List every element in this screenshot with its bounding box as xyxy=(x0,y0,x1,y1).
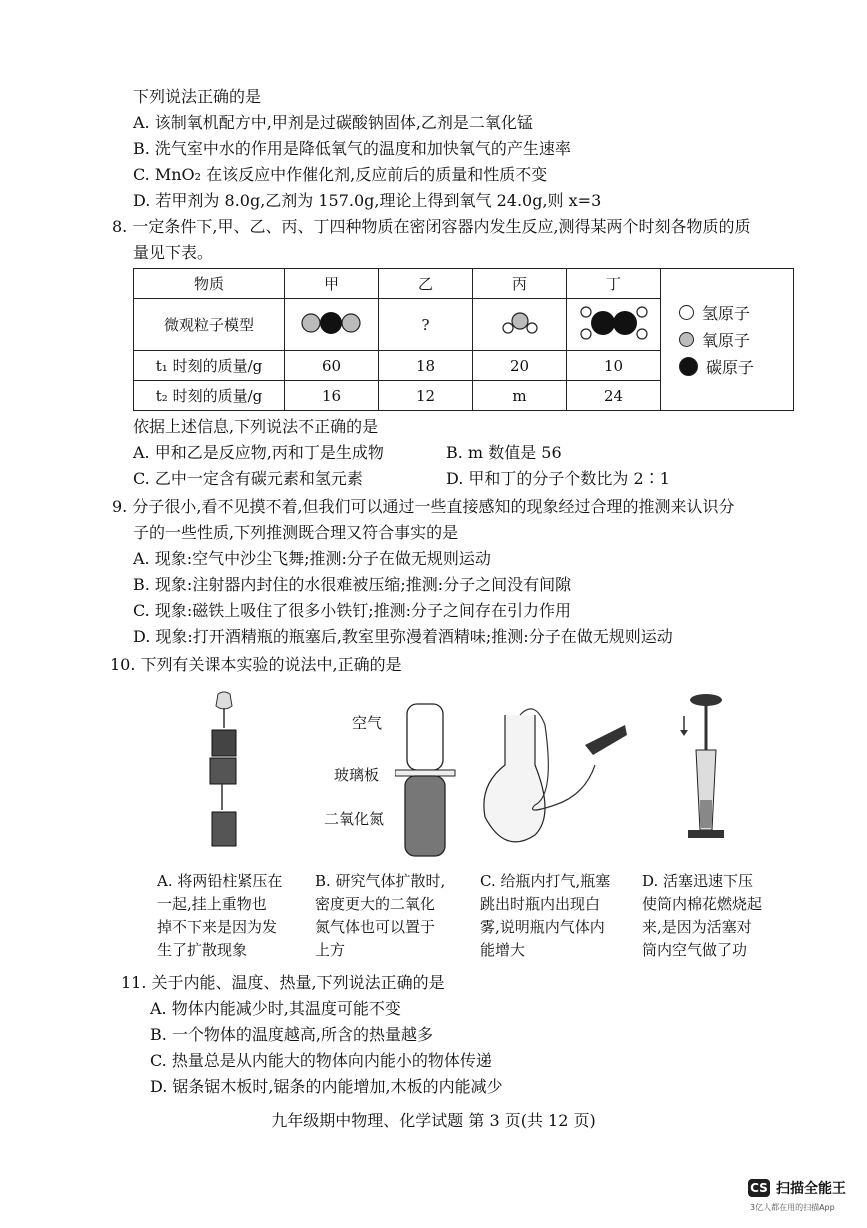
oxygen-atom-icon xyxy=(679,332,694,347)
caption-line: 上方 xyxy=(315,941,346,959)
q11-option-c: C. 热量总是从内能大的物体向内能小的物体传递 xyxy=(150,1051,492,1070)
legend-oxygen: 氧原子 xyxy=(702,331,751,350)
q9-option-d: D. 现象:打开酒精瓶的瓶塞后,教室里弥漫着酒精味;推测:分子在做无规则运动 xyxy=(133,627,673,646)
molecule-jia-icon xyxy=(297,310,367,336)
model-jia xyxy=(285,299,379,351)
caption-line: 能增大 xyxy=(480,941,526,959)
q8-option-a: A. 甲和乙是反应物,丙和丁是生成物 xyxy=(133,443,384,462)
table-header: 甲 xyxy=(285,269,379,299)
model-bing xyxy=(473,299,567,351)
q10-stem: 10. 下列有关课本实验的说法中,正确的是 xyxy=(110,655,402,674)
caption-line: D. 活塞迅速下压 xyxy=(642,872,754,890)
q7-option-a: A. 该制氧机配方中,甲剂是过碳酸钠固体,乙剂是二氧化锰 xyxy=(133,113,533,132)
q7-prompt: 下列说法正确的是 xyxy=(133,87,262,106)
caption-line: 氮气体也可以置于 xyxy=(315,918,436,936)
caption-line: B. 研究气体扩散时, xyxy=(315,872,446,890)
label-air: 空气 xyxy=(352,714,383,732)
carbon-atom-icon xyxy=(679,357,698,376)
atom-legend xyxy=(661,269,794,411)
q8-stem-line2: 量见下表。 xyxy=(133,243,214,262)
q10-option-a xyxy=(157,870,282,962)
watermark-subtitle: 3亿人都在用的扫描App xyxy=(750,1203,835,1212)
q8-option-d: D. 甲和丁的分子个数比为 2∶1 xyxy=(446,469,670,488)
flask-pump-figure xyxy=(475,705,635,860)
molecule-bing-icon xyxy=(498,308,542,338)
legend-carbon: 碳原子 xyxy=(706,358,755,377)
caption-line: C. 给瓶内打气,瓶塞 xyxy=(480,872,611,890)
caption-line: A. 将两铅柱紧压在 xyxy=(157,872,283,890)
model-ding xyxy=(567,299,661,351)
q11-stem: 11. 关于内能、温度、热量,下列说法正确的是 xyxy=(121,973,445,992)
table-header: 乙 xyxy=(379,269,473,299)
table-cell: 16 xyxy=(285,381,379,411)
q8-prompt: 依据上述信息,下列说法不正确的是 xyxy=(133,417,379,436)
table-cell: 24 xyxy=(567,381,661,411)
caption-line: 使筒内棉花燃烧起 xyxy=(642,895,763,913)
q8-option-b: B. m 数值是 56 xyxy=(446,443,562,462)
q10-option-c xyxy=(480,870,610,962)
q10-option-d xyxy=(642,870,762,962)
molecule-ding-icon xyxy=(576,303,652,343)
q7-option-c: C. MnO₂ 在该反应中作催化剂,反应前后的质量和性质不变 xyxy=(133,165,548,184)
table-cell: m xyxy=(473,381,567,411)
legend-hydrogen: 氢原子 xyxy=(702,304,751,323)
camscanner-logo-icon: CS xyxy=(748,1179,770,1197)
caption-line: 跳出时瓶内出现白 xyxy=(480,895,601,913)
table-header: 丁 xyxy=(567,269,661,299)
q11-option-a: A. 物体内能减少时,其温度可能不变 xyxy=(150,999,401,1018)
q9-stem-line1: 9. 分子很小,看不见摸不着,但我们可以通过一些直接感知的现象经过合理的推测来认识分 xyxy=(112,497,735,516)
table-cell: 18 xyxy=(379,351,473,381)
scanner-watermark xyxy=(748,1178,846,1198)
q9-stem-line2: 子的一些性质,下列推测既合理又符合事实的是 xyxy=(133,523,459,542)
q7-option-d: D. 若甲剂为 8.0g,乙剂为 157.0g,理论上得到氧气 24.0g,则 x=3 xyxy=(133,191,602,210)
q9-option-c: C. 现象:磁铁上吸住了很多小铁钉;推测:分子之间存在引力作用 xyxy=(133,601,572,620)
caption-line: 生了扩散现象 xyxy=(157,941,248,959)
table-cell: 20 xyxy=(473,351,567,381)
label-nitrogen-dioxide: 二氧化氮 xyxy=(324,810,385,828)
table-header: 丙 xyxy=(473,269,567,299)
t1-row-label: t₁ 时刻的质量/g xyxy=(134,351,285,381)
q7-option-b: B. 洗气室中水的作用是降低氧气的温度和加快氧气的产生速率 xyxy=(133,139,571,158)
table-cell: 60 xyxy=(285,351,379,381)
page-footer: 九年级期中物理、化学试题 第 3 页(共 12 页) xyxy=(271,1111,596,1130)
table-cell: 10 xyxy=(567,351,661,381)
caption-line: 筒内空气做了功 xyxy=(642,941,748,959)
q11-option-d: D. 锯条锯木板时,锯条的内能增加,木板的内能减少 xyxy=(150,1077,503,1096)
fire-syringe-figure xyxy=(668,690,738,860)
q9-option-a: A. 现象:空气中沙尘飞舞;推测:分子在做无规则运动 xyxy=(133,549,491,568)
caption-line: 一起,挂上重物也 xyxy=(157,895,267,913)
q11-option-b: B. 一个物体的温度越高,所含的热量越多 xyxy=(150,1025,434,1044)
watermark-name: 扫描全能王 xyxy=(776,1181,846,1197)
q8-stem-line1: 8. 一定条件下,甲、乙、丙、丁四种物质在密闭容器内发生反应,测得某两个时刻各物质的质 xyxy=(112,217,751,236)
model-row-label: 微观粒子模型 xyxy=(134,299,285,351)
lead-cylinders-figure xyxy=(196,690,256,865)
model-yi-unknown: ? xyxy=(421,315,430,334)
table-cell: 12 xyxy=(379,381,473,411)
caption-line: 来,是因为活塞对 xyxy=(642,918,752,936)
t2-row-label: t₂ 时刻的质量/g xyxy=(134,381,285,411)
gas-diffusion-figure xyxy=(395,700,465,860)
caption-line: 掉不下来是因为发 xyxy=(157,918,278,936)
caption-line: 雾,说明瓶内气体内 xyxy=(480,918,605,936)
table-header: 物质 xyxy=(134,269,285,299)
q9-option-b: B. 现象:注射器内封住的水很难被压缩;推测:分子之间没有间隙 xyxy=(133,575,572,594)
model-yi xyxy=(379,299,473,351)
q8-option-c: C. 乙中一定含有碳元素和氢元素 xyxy=(133,469,363,488)
q8-data-table xyxy=(133,268,794,411)
q10-option-b xyxy=(315,870,445,962)
label-glass-plate: 玻璃板 xyxy=(334,766,380,784)
hydrogen-atom-icon xyxy=(679,305,694,320)
caption-line: 密度更大的二氧化 xyxy=(315,895,436,913)
